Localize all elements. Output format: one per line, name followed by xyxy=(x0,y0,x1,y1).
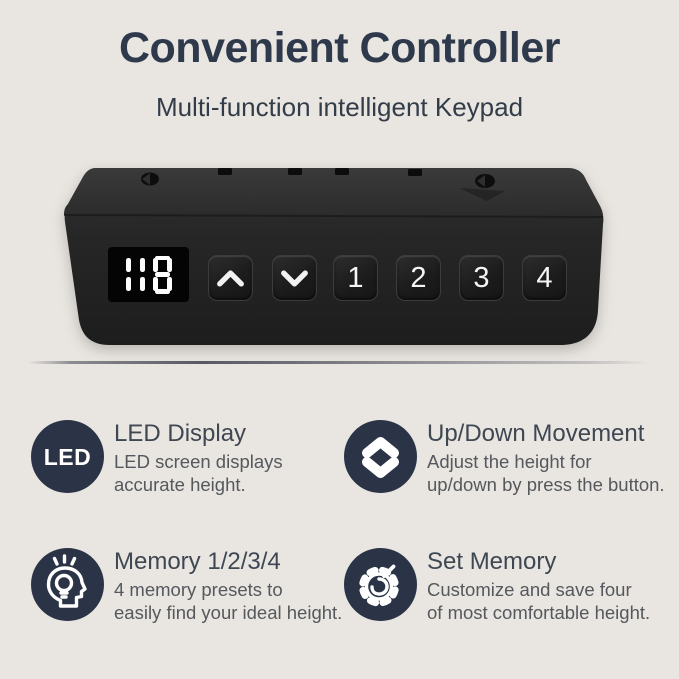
preset-4-button xyxy=(522,255,567,301)
mount-slot xyxy=(335,168,349,175)
surface-shadow-line xyxy=(28,361,650,364)
led-badge-icon xyxy=(31,420,104,493)
preset-1-label: 1 xyxy=(347,261,364,294)
feature-set-memory xyxy=(344,548,650,625)
screw-icon xyxy=(141,173,159,186)
preset-1-button xyxy=(333,255,378,301)
feature-desc-line: easily find your ideal height. xyxy=(114,602,343,624)
feature-title: Up/Down Movement xyxy=(427,420,645,447)
feature-memory-presets xyxy=(31,548,342,625)
mount-slot xyxy=(408,169,422,176)
page-title: Convenient Controller xyxy=(118,24,561,72)
up-button xyxy=(208,255,253,301)
feature-up-down-movement xyxy=(344,420,665,497)
preset-3-label: 3 xyxy=(473,261,490,294)
page-subtitle: Multi-function intelligent Keypad xyxy=(155,92,524,122)
led-badge-text: LED xyxy=(43,444,92,470)
feature-desc-line: up/down by press the button. xyxy=(427,474,665,496)
feature-led-display xyxy=(31,420,283,497)
feature-desc-line: accurate height. xyxy=(114,474,246,496)
feature-desc-line: Adjust the height for xyxy=(427,451,592,473)
down-button xyxy=(272,255,317,301)
feature-desc-line: 4 memory presets to xyxy=(114,579,283,601)
head-lightbulb-icon xyxy=(31,548,104,621)
led-display-digits xyxy=(122,256,176,294)
mount-slot xyxy=(288,168,302,175)
mount-slot xyxy=(218,168,232,175)
led-display xyxy=(108,247,189,302)
gear-icon xyxy=(344,548,417,621)
chevron-up-icon xyxy=(209,256,252,300)
up-down-chevrons-icon xyxy=(344,420,417,493)
feature-desc-line: LED screen displays xyxy=(114,451,283,473)
preset-2-label: 2 xyxy=(410,261,427,294)
feature-title: Memory 1/2/3/4 xyxy=(114,548,281,575)
feature-title: Set Memory xyxy=(427,548,557,575)
preset-3-button xyxy=(459,255,504,301)
preset-4-label: 4 xyxy=(536,261,553,294)
feature-title: LED Display xyxy=(114,420,247,447)
feature-desc-line: Customize and save four xyxy=(427,579,632,601)
preset-2-button xyxy=(396,255,441,301)
feature-desc-line: of most comfortable height. xyxy=(427,602,651,624)
chevron-down-icon xyxy=(273,256,316,300)
